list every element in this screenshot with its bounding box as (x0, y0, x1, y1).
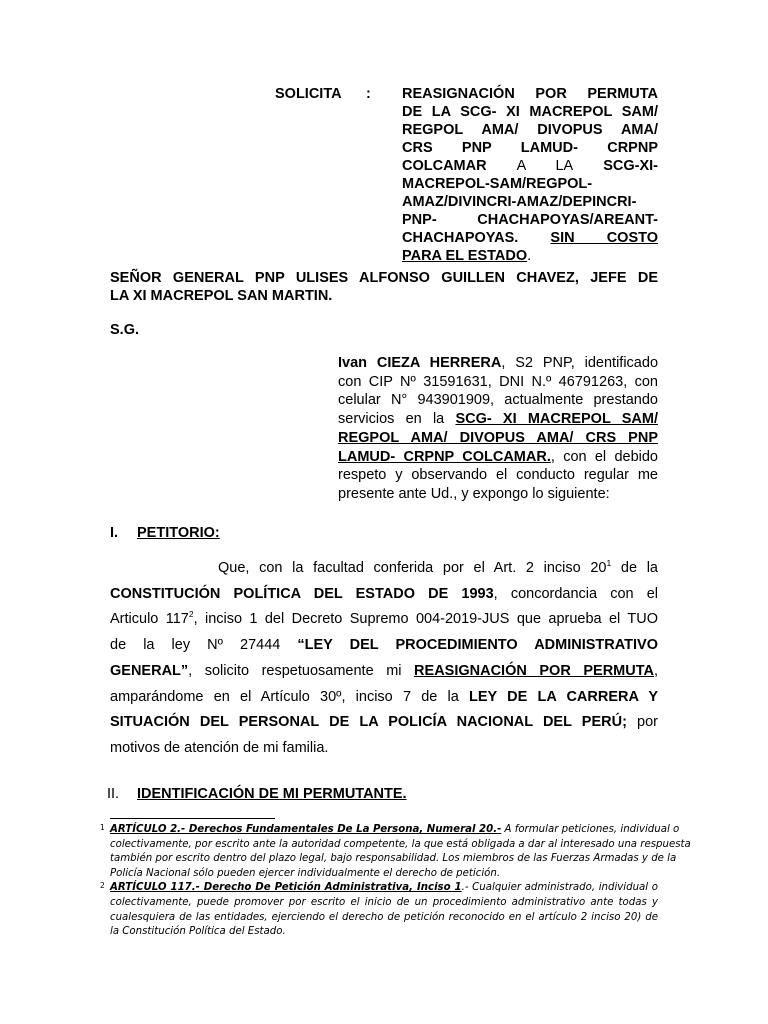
footnote-ref[interactable]: 2 (188, 609, 194, 620)
identity-line (338, 354, 658, 373)
unit-name: LAMUD- CRPNP COLCAMAR. (338, 448, 551, 465)
footnote-title: ARTÍCULO 2.- Derechos Fundamentales De La Persona, Numeral 20.- (110, 824, 502, 835)
footnote-line: cualesquiera de las entidades, ejerciendo el derecho de petición reconocido en el artículo 2 inciso 20) de (110, 911, 658, 923)
paragraph-line (110, 607, 658, 633)
section-heading (107, 786, 407, 802)
subject-line (402, 157, 658, 175)
paragraph-line (110, 556, 658, 582)
applicant-name: Ivan CIEZA HERRERA (338, 355, 502, 371)
footnote-line: colectivamente, puede promover por escrito el inicio de un procedimiento administrativo ante todas y (110, 896, 658, 908)
paragraph-bold: CONSTITUCIÓN POLÍTICA DEL ESTADO DE 1993 (110, 585, 494, 602)
request-subject (402, 85, 658, 265)
paragraph-part: , inciso 1 del Decreto Supremo 004-2019-JUS que aprueba el TUO (193, 611, 658, 628)
section-heading (110, 525, 220, 541)
paragraph-bold: LEY DE LA CARRERA Y (469, 688, 659, 705)
identity-part: , con el debido (550, 448, 658, 465)
addressee (110, 269, 658, 305)
subject-line (402, 247, 658, 265)
identity-line (338, 410, 658, 429)
footnote-separator (110, 818, 275, 819)
identity-line (338, 448, 658, 467)
footnote-line: también por escrito dentro del plazo legal, bajo responsabilidad. Los miembros de las Fuerzas Armadas y de la (110, 853, 677, 865)
identity-part: , S2 PNP, identificado (501, 355, 659, 371)
request-label: SOLICITA (275, 86, 342, 102)
paragraph-part: , solicito respetuosamente mi (188, 662, 415, 679)
subject-line: PNP- CHACHAPOYAS/AREANT- (402, 212, 658, 228)
footnote-line: Policía Nacional sólo pueden ejercer individualmente el derecho de petición. (110, 867, 501, 879)
paragraph-part: , (653, 662, 658, 679)
footnote-text: .- Cualquier administrado, individual o (461, 882, 658, 894)
addressee-line: SEÑOR GENERAL PNP ULISES ALFONSO GUILLEN CHAVEZ, JEFE DE (110, 270, 658, 286)
paragraph-line (110, 633, 658, 659)
footnote (100, 823, 691, 881)
section-number: I. (110, 525, 119, 541)
footnote-title: ARTÍCULO 117.- Derecho De Petición Administrativa, Inciso 1 (110, 882, 462, 894)
paragraph-part: Que, con la facultad conferida por el Art. 2 inciso 20 (218, 560, 607, 576)
paragraph-line (110, 582, 658, 608)
section-title: PETITORIO: (137, 525, 220, 541)
petition-paragraph (110, 556, 658, 762)
request-colon: : (366, 86, 371, 102)
footnote-line: colectivamente, por escrito ante la autoridad competente, la que está obligada a dar al interesado una respuesta (110, 838, 691, 850)
subject-line: REGPOL AMA/ DIVOPUS AMA/ (402, 122, 658, 138)
footnote-ref[interactable]: 1 (606, 558, 612, 568)
addressee-line: LA XI MACREPOL SAN MARTIN. (110, 288, 333, 304)
no-cost-text: PARA EL ESTADO (402, 248, 528, 264)
subject-line: REASIGNACIÓN POR PERMUTA (402, 86, 658, 102)
paragraph-bold: SITUACIÓN DEL PERSONAL DE LA POLICÍA NACIONAL DEL PERÚ; (110, 714, 627, 731)
subject-part: CHACHAPOYAS. (402, 230, 519, 246)
paragraph-part: , concordancia con el (493, 585, 659, 602)
footnote-line: la Constitución Política del Estado. (110, 926, 286, 938)
identity-line: presente ante Ud., y expongo lo siguiente: (338, 485, 610, 502)
footnotes (100, 823, 691, 940)
unit-name: SCG- XI MACREPOL SAM/ (455, 411, 658, 428)
paragraph-bold: “LEY DEL PROCEDIMIENTO ADMINISTRATIVO (297, 637, 658, 654)
paragraph-part: amparándome en el Artículo 30º, inciso 7 de la (110, 688, 469, 705)
paragraph-line (110, 659, 658, 685)
no-cost-text: SIN COSTO (550, 230, 659, 246)
identity-line: respeto y observando el conducto regular me (338, 467, 658, 484)
paragraph-line: motivos de atención de mi familia. (110, 739, 329, 756)
section-number: II. (107, 786, 120, 802)
identity-line: celular N° 943901909, actualmente prestando (338, 392, 658, 409)
subject-line: CRS PNP LAMUD- CRPNP (402, 140, 658, 156)
paragraph-part: de la ley Nº 27444 (110, 637, 298, 654)
paragraph-line (110, 685, 658, 711)
salutation: S.G. (110, 322, 140, 338)
subject-line: MACREPOL-SAM/REGPOL- (402, 176, 593, 192)
footnote-line (110, 823, 680, 838)
footnote-mark: 2 (100, 881, 105, 891)
footnote-mark: 1 (100, 823, 105, 832)
subject-part: SCG-XI- (603, 158, 659, 174)
applicant-identity (338, 354, 658, 504)
subject-part: . (527, 248, 532, 264)
identity-part: servicios en la (338, 411, 456, 428)
subject-line (402, 229, 658, 247)
paragraph-part: por (626, 714, 658, 731)
unit-name: REGPOL AMA/ DIVOPUS AMA/ CRS PNP (338, 429, 658, 446)
paragraph-part: Articulo 117 (110, 611, 189, 628)
footnote-text: A formular peticiones, individual o (501, 824, 680, 835)
paragraph-part: de la (611, 560, 658, 576)
footnote-line (110, 881, 658, 896)
paragraph-bold: GENERAL” (110, 662, 189, 679)
paragraph-underline: REASIGNACIÓN POR PERMUTA (414, 662, 654, 679)
footnote (100, 881, 658, 939)
subject-part: COLCAMAR (402, 158, 487, 174)
subject-line: DE LA SCG- XI MACREPOL SAM/ (402, 104, 658, 120)
identity-line: con CIP Nº 31591631, DNI N.º 46791263, con (338, 373, 658, 390)
identity-line (338, 429, 658, 448)
paragraph-line (110, 710, 658, 736)
section-title: IDENTIFICACIÓN DE MI PERMUTANTE. (137, 786, 407, 802)
subject-line: AMAZ/DIVINCRI-AMAZ/DEPINCRI- (402, 194, 637, 210)
subject-part: A LA (516, 158, 574, 174)
